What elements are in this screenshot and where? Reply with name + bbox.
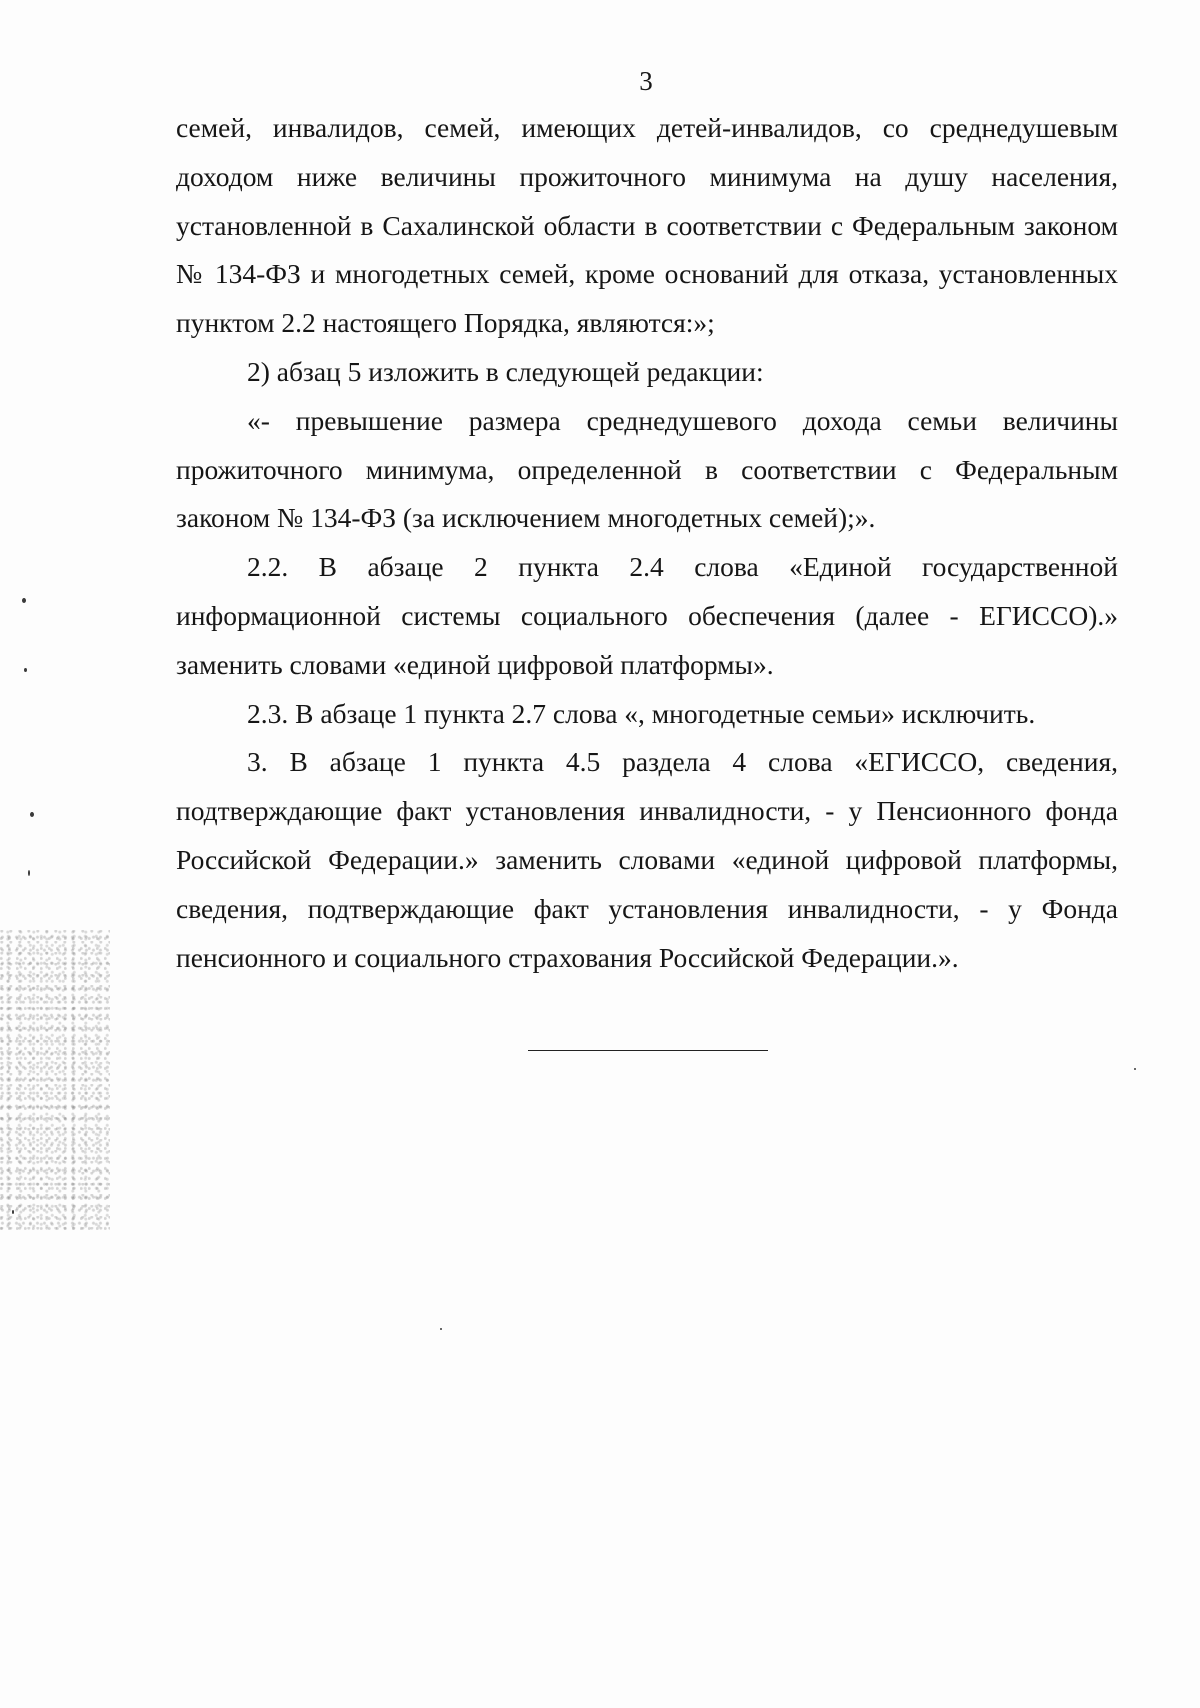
page-number: 3 (639, 66, 653, 96)
paragraph-continuation: семей, инвалидов, семей, имеющих детей-инвалидов, со среднедушевым доходом ниже величины прожиточного минимума на душу населения, установленной в Сахалинской области в соответствии с Федеральным законом № 134-ФЗ и многодетных семей, кроме оснований для отказа, установленных пунктом 2.2 настоящего Порядка, являются:»; (176, 112, 1118, 339)
paragraph-item-2: 2) абзац 5 изложить в следующей редакции: (247, 355, 764, 387)
scan-speck (1134, 1068, 1136, 1070)
scan-noise (0, 930, 110, 1230)
scan-speck (440, 1328, 442, 1330)
scan-speck (28, 870, 30, 876)
scan-speck (24, 668, 27, 672)
document-body (176, 104, 1118, 982)
paragraph-quoted-text: «- превышение размера среднедушевого дохода семьи величины прожиточного минимума, определенной в соответствии с Федеральным законом № 134-ФЗ (за исключением многодетных семей);». (176, 404, 1118, 534)
scan-speck (30, 812, 34, 817)
scan-speck (12, 1210, 14, 1214)
paragraph-item-3: 3. В абзаце 1 пункта 4.5 раздела 4 слова «ЕГИССО, сведения, подтверждающие факт установления инвалидности, - у Пенсионного фонда Российской Федерации.» заменить словами «единой цифровой платформы, сведения, подтверждающие факт установления инвалидности, - у Фонда пенсионного и социального страхования Российской Федерации.». (176, 746, 1118, 973)
paragraph-item-2-3: 2.3. В абзаце 1 пункта 2.7 слова «, многодетные семьи» исключить. (247, 697, 1036, 729)
scan-speck (22, 598, 26, 603)
closing-rule (528, 1050, 768, 1051)
paragraph-item-2-2: 2.2. В абзаце 2 пункта 2.4 слова «Единой государственной информационной системы социального обеспечения (далее - ЕГИССО).» заменить словами «единой цифровой платформы». (176, 551, 1118, 680)
